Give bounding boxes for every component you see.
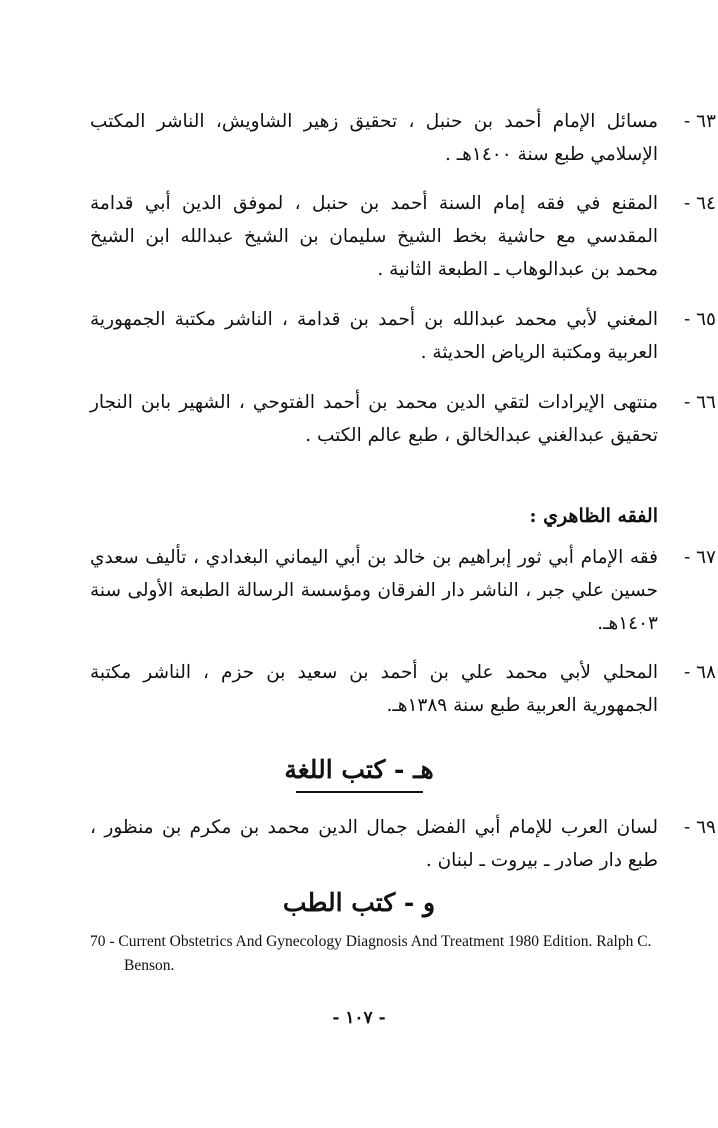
page-number: - ١٠٧ - — [332, 1008, 386, 1028]
entry-text: مسائل الإمام أحمد بن حنبل ، تحقيق زهير الشاويش، الناشر المكتب الإسلامي طبع سنة ١٤٠٠هـ . — [90, 111, 658, 165]
entry-number: ٦٨ - — [683, 662, 716, 683]
bibliography-entry-64 — [90, 187, 716, 286]
entry-text: لسان العرب للإمام أبي الفضل جمال الدين محمد بن مكرم بن منظور ، طبع دار صادر ـ بيروت ـ لبنان . — [90, 817, 658, 871]
bibliography-entry-63 — [90, 105, 716, 171]
bibliography-entry-69 — [90, 811, 716, 877]
bibliography-entry-67 — [90, 541, 716, 640]
bibliography-entry-70: 70 - Current Obstetrics And Gynecology Diagnosis And Treatment 1980 Edition. Ralph C. Benson. — [90, 933, 652, 974]
entry-text: المحلي لأبي محمد علي بن أحمد بن سعيد بن حزم ، الناشر مكتبة الجمهورية العربية طبع سنة ١٣٨٩هـ. — [90, 662, 658, 716]
entry-text: فقه الإمام أبي ثور إبراهيم بن خالد بن أبي اليماني البغدادي ، تأليف سعدي حسين علي جبر ، الناشر دار الفرقان ومؤسسة الرسالة الطبعة الأولى سنة ١٤٠٣هـ. — [90, 547, 658, 634]
entry-number: ٦٤ - — [683, 193, 716, 214]
bibliography-entry-65 — [90, 303, 716, 369]
bibliography-entry-66 — [90, 386, 716, 452]
section-title-medicine-books — [0, 883, 718, 927]
section-title-text: و - كتب الطب — [282, 888, 436, 917]
section-underline — [296, 791, 423, 793]
entry-number: ٦٦ - — [683, 392, 716, 413]
entry-number: ٦٣ - — [683, 111, 716, 132]
section-title-text: هـ - كتب اللغة — [284, 755, 434, 784]
entry-number: ٦٧ - — [683, 547, 716, 568]
entry-number: ٦٩ - — [683, 817, 716, 838]
subheading-zahiri-fiqh: الفقه الظاهري : — [529, 505, 658, 527]
section-title-language-books — [0, 750, 718, 794]
entry-text: المقنع في فقه إمام السنة أحمد بن حنبل ، لموفق الدين أبي قدامة المقدسي مع حاشية بخط الشيخ سليمان بن الشيخ عبدالله ابن الشيخ محمد بن عبدالوهاب ـ الطبعة الثانية . — [90, 193, 658, 280]
bibliography-entry-68 — [90, 656, 716, 722]
entry-text: المغني لأبي محمد عبدالله بن أحمد بن قدامة ، الناشر مكتبة الجمهورية العربية ومكتبة الرياض الحديثة . — [90, 309, 658, 363]
entry-text: منتهى الإيرادات لتقي الدين محمد بن أحمد الفتوحي ، الشهير بابن النجار تحقيق عبدالغني عبدالخالق ، طبع عالم الكتب . — [90, 392, 658, 446]
entry-number: ٦٥ - — [683, 309, 716, 330]
